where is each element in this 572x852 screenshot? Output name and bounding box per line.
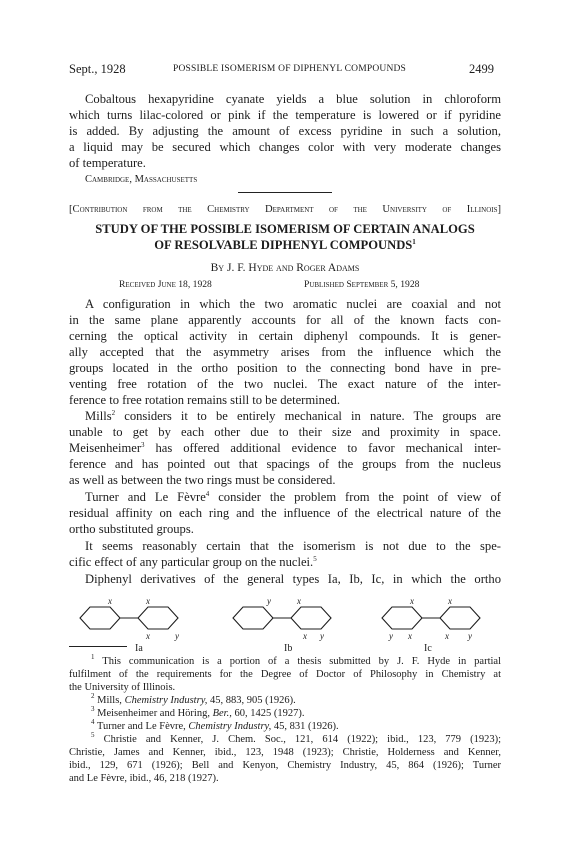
p4-line-2 [69, 554, 501, 570]
ib-top-sub-1: y [267, 596, 271, 606]
authors-by: By [210, 262, 225, 274]
p2-line-2: unable to get by each other due to their size and proximity in space. [69, 425, 501, 439]
title-note-ref: 1 [412, 238, 416, 246]
ic-label: Ic [424, 643, 432, 654]
prev-line-3: is added. By adjusting the amount of excess pyridine in such a solution, [69, 124, 501, 138]
p2-line-3-rest: has offered additional evidence to favor mechanical inter- [144, 441, 501, 455]
prev-line-5: of temperature. [69, 156, 146, 170]
ic-bottom-sub-2: x [408, 631, 412, 641]
p2-line-1 [85, 408, 501, 424]
prev-line-4: a liquid may be secured which changes color with very moderate changes [69, 140, 501, 154]
footnote-5-line-1 [91, 733, 501, 746]
p4-note-ref: 5 [313, 555, 317, 563]
footnote-rule [69, 646, 127, 647]
ia-top-sub-2: x [146, 596, 150, 606]
footnote-2-a: Mills, [97, 695, 125, 706]
p1-line-1: A configuration in which the two aromatic nuclei are coaxial and not [85, 297, 501, 311]
p3-line-1-rest: consider the problem from the point of view of [209, 490, 501, 504]
p3-line-1 [85, 489, 501, 505]
ib-label: Ib [284, 643, 293, 654]
footnote-1-line-2: fulfilment of the requirements for the Degree of Doctor of Philosophy in Chemistry at [69, 669, 501, 680]
footnote-5-line-3: ibid., 129, 671 (1926); Bell and Kenyon, Chemistry Industry, 45, 864 (1926); Turner [69, 760, 501, 771]
authors-names: J. F. Hyde and Roger Adams [226, 262, 360, 274]
ic-bottom-sub-3: x [445, 631, 449, 641]
ib-bottom-sub-2: y [320, 631, 324, 641]
p2-mills: Mills [85, 409, 112, 423]
p3-authors: Turner and Le Fèvre [85, 490, 206, 504]
structure-ib [233, 596, 331, 654]
prev-location: Cambridge, Massachusetts [85, 174, 198, 185]
p1-line-6: venting free rotation of the two nuclei. The exact nature of the inter- [69, 377, 501, 391]
p2-line-5: as well as between the two rings must be considered. [69, 473, 336, 487]
footnote-4 [91, 720, 523, 733]
section-rule [238, 192, 332, 193]
p1-line-7: ference to free rotation remains still to be determined. [69, 393, 341, 407]
footnote-3-b: 60, 1425 (1927). [231, 708, 305, 719]
footnote-4-a: Turner and Le Fèvre, [96, 721, 189, 732]
p3-line-2: residual affinity on each ring and the influence of the electrical nature of the [69, 506, 501, 520]
prev-line-2: which turns lilac-colored or pink if the temperature is lowered or if pyridine [69, 108, 501, 122]
p1-line-3: cerning the optical activity in certain diphenyl compounds. It is gener- [69, 329, 501, 343]
p1-line-4: ally accepted that the asymmetry arises from the influence which the [69, 345, 501, 359]
p3-note-ref: 4 [205, 490, 210, 498]
p4-line-2-text: cific effect of any particular group on the nuclei. [69, 555, 314, 569]
received-date: Received June 18, 1928 [119, 279, 212, 290]
article-title-line-1: STUDY OF THE POSSIBLE ISOMERISM OF CERTAIN ANALOGS [95, 222, 475, 236]
ia-bottom-sub-1: x [146, 631, 150, 641]
p3-line-3: ortho substituted groups. [69, 522, 194, 536]
p2-note-ref: 2 [111, 409, 116, 417]
footnote-1-num: 1 [91, 653, 95, 661]
footnote-1-line-3: the University of Illinois. [69, 682, 176, 693]
footnote-1-text: This communication is a portion of a thesis submitted by J. F. Hyde in partial [102, 656, 501, 667]
footnote-4-b: 45, 831 (1926). [271, 721, 339, 732]
contribution-line: [Contribution from the Chemistry Department of the University of Illinois] [69, 204, 501, 215]
footnote-4-num: 4 [91, 718, 95, 726]
p4-line-1: It seems reasonably certain that the isomerism is not due to the spe- [85, 539, 501, 553]
footnote-5-num: 5 [91, 731, 95, 739]
footnote-3 [91, 707, 523, 720]
footnote-5-line-4: and Le Fèvre, ibid., 46, 218 (1927). [69, 773, 219, 784]
footnote-2-b: 45, 883, 905 (1926). [207, 695, 296, 706]
footnote-3-num: 3 [91, 705, 95, 713]
structure-formulas [0, 588, 572, 654]
ia-top-sub-1: x [108, 596, 112, 606]
structure-ic [382, 596, 480, 654]
footnote-5-text-1: Christie and Kenner, J. Chem. Soc., 121, 614 (1922); ibid., 123, 779 (1923); [103, 734, 502, 745]
footnote-1-line-1 [91, 655, 501, 668]
ic-top-sub-2: x [448, 596, 452, 606]
ic-bottom-sub-1: y [389, 631, 393, 641]
ic-top-sub-1: x [410, 596, 414, 606]
ib-bottom-sub-1: x [303, 631, 307, 641]
footnote-2-journal: Chemistry Industry, [124, 695, 208, 706]
footnote-3-journal: Ber., [212, 708, 232, 719]
footnote-2 [91, 694, 523, 707]
footnote-5-line-2: Christie, James and Kenner, ibid., 123, 1948 (1923); Christie, Holderness and Kenner, [69, 747, 501, 758]
p2-line-1-rest: considers it to be entirely mechanical in nature. The groups are [115, 409, 501, 423]
p2-line-4: ference and has pointed out that spacings of the groups from the nucleus [69, 457, 501, 471]
footnote-4-journal: Chemistry Industry, [188, 721, 272, 732]
ia-bottom-sub-2: y [175, 631, 179, 641]
ia-label: Ia [135, 643, 143, 654]
authors-line [69, 262, 501, 274]
page-number: 2499 [469, 62, 494, 76]
footnote-2-num: 2 [91, 692, 95, 700]
running-title: POSSIBLE ISOMERISM OF DIPHENYL COMPOUNDS [173, 64, 407, 74]
p2-note-ref-3: 3 [141, 441, 145, 449]
ic-bottom-sub-4: y [468, 631, 472, 641]
p2-meisenheimer: Meisenheimer [69, 441, 142, 455]
p1-line-2: in the same plane apparently accounts for all of the known facts con- [69, 313, 501, 327]
published-date: Published September 5, 1928 [304, 279, 420, 290]
footnote-3-a: Meisenheimer and Höring, [97, 708, 213, 719]
article-title-text: OF RESOLVABLE DIPHENYL COMPOUNDS [154, 238, 413, 252]
ib-top-sub-2: x [297, 596, 301, 606]
article-title-line-2 [69, 238, 501, 253]
p1-line-5: groups located in the ortho position to the connecting bond have in pre- [69, 361, 501, 375]
p5-line-1: Diphenyl derivatives of the general types Ia, Ib, Ic, in which the ortho [85, 572, 501, 586]
p2-line-3 [69, 440, 501, 456]
header-date: Sept., 1928 [69, 62, 126, 76]
prev-line-1: Cobaltous hexapyridine cyanate yields a blue solution in chloroform [85, 92, 501, 106]
